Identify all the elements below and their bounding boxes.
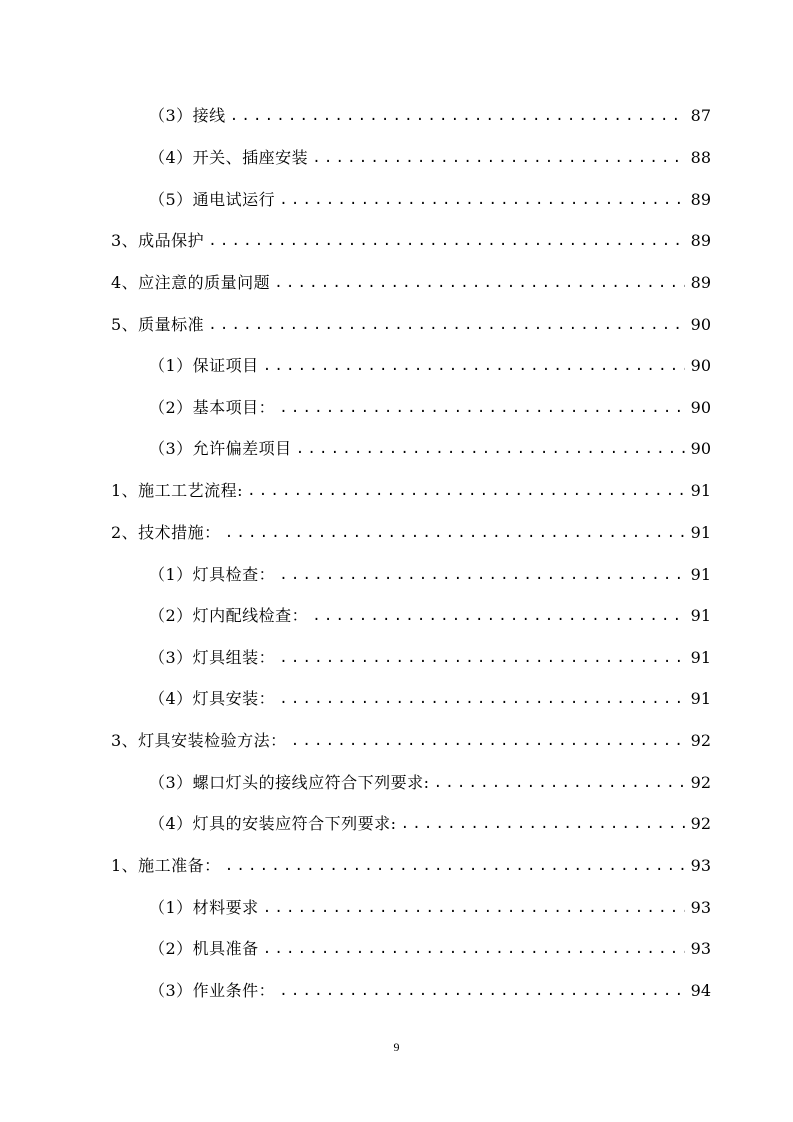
- toc-dot-leader: [263, 937, 685, 961]
- toc-entry[interactable]: [149, 771, 711, 795]
- toc-dot-leader: [208, 229, 684, 253]
- toc-dot-leader: [401, 812, 685, 836]
- toc-entry[interactable]: [111, 729, 711, 753]
- toc-dot-leader: [291, 729, 685, 753]
- toc-dot-leader: [279, 687, 684, 711]
- toc-entry[interactable]: [111, 271, 711, 295]
- toc-entry-title: （3）灯具组装：: [149, 648, 276, 667]
- toc-entry-title: （3）接线: [149, 106, 226, 125]
- toc-entry-title: 1、施工工艺流程:: [111, 481, 244, 500]
- toc-entry[interactable]: [149, 937, 711, 961]
- toc-entry-page: 91: [690, 606, 711, 625]
- toc-entry-page: 91: [690, 689, 711, 708]
- toc-entry[interactable]: [111, 229, 711, 253]
- toc-dot-leader: [312, 604, 684, 628]
- toc-entry-title: （1）灯具检查：: [149, 565, 276, 584]
- toc-dot-leader: [247, 479, 685, 503]
- toc-entry[interactable]: [149, 104, 711, 128]
- toc-entry[interactable]: [111, 479, 711, 503]
- toc-entry-page: 94: [690, 981, 711, 1000]
- toc-entry-title: （3）作业条件：: [149, 981, 276, 1000]
- toc-entry[interactable]: [149, 354, 711, 378]
- toc-entry-title: （4）灯具安装：: [149, 689, 276, 708]
- toc-entry[interactable]: [111, 313, 711, 337]
- toc-entry-page: 91: [690, 481, 711, 500]
- toc-dot-leader: [296, 437, 685, 461]
- toc-entry[interactable]: [111, 521, 711, 545]
- toc-entry-title: （2）灯内配线检查：: [149, 606, 309, 625]
- toc-entry-page: 89: [690, 273, 711, 292]
- toc-entry[interactable]: [149, 646, 711, 670]
- toc-entry-page: 88: [690, 148, 711, 167]
- toc-entry[interactable]: [149, 146, 711, 170]
- toc-entry-page: 93: [690, 856, 711, 875]
- toc-dot-leader: [225, 521, 685, 545]
- toc-entry[interactable]: [149, 604, 711, 628]
- toc-entry-page: 89: [690, 231, 711, 250]
- toc-entry-page: 92: [690, 814, 711, 833]
- toc-entry-title: 1、施工准备：: [111, 856, 221, 875]
- toc-entry-title: （3）允许偏差项目: [149, 439, 292, 458]
- toc-dot-leader: [312, 146, 684, 170]
- toc-entry-title: 4、应注意的质量问题: [111, 273, 271, 292]
- toc-entry-title: （5）通电试运行: [149, 190, 276, 209]
- toc-entry-title: 3、灯具安装检验方法：: [111, 731, 287, 750]
- toc-entry[interactable]: [149, 896, 711, 920]
- toc-dot-leader: [263, 896, 685, 920]
- toc-entry-title: （2）基本项目：: [149, 398, 276, 417]
- toc-entry[interactable]: [149, 396, 711, 420]
- toc-dot-leader: [279, 646, 684, 670]
- toc-entry[interactable]: [111, 854, 711, 878]
- toc-entry-title: （1）材料要求: [149, 898, 259, 917]
- toc-dot-leader: [279, 396, 684, 420]
- toc-entry-page: 89: [690, 190, 711, 209]
- toc-entry[interactable]: [149, 979, 711, 1003]
- toc-dot-leader: [208, 313, 684, 337]
- toc-entry-page: 90: [690, 439, 711, 458]
- toc-entry-title: （2）机具准备: [149, 939, 259, 958]
- toc-entry-title: 3、成品保护: [111, 231, 205, 250]
- toc-entry-page: 90: [690, 356, 711, 375]
- toc-dot-leader: [274, 271, 684, 295]
- toc-entry-title: （4）开关、插座安装: [149, 148, 309, 167]
- toc-entry-page: 91: [690, 565, 711, 584]
- toc-dot-leader: [279, 563, 684, 587]
- toc-entry-page: 91: [690, 648, 711, 667]
- toc-dot-leader: [434, 771, 685, 795]
- toc-entry-title: （1）保证项目: [149, 356, 259, 375]
- toc-dot-leader: [279, 188, 684, 212]
- toc-entry-title: 5、质量标准: [111, 315, 205, 334]
- toc-entry-page: 90: [690, 315, 711, 334]
- toc-dot-leader: [230, 104, 685, 128]
- toc-entry-page: 92: [690, 773, 711, 792]
- toc-entry-title: （3）螺口灯头的接线应符合下列要求:: [149, 773, 430, 792]
- toc-entry-page: 87: [690, 106, 711, 125]
- toc-entry-page: 93: [690, 939, 711, 958]
- toc-entry-page: 92: [690, 731, 711, 750]
- toc-entry-page: 91: [690, 523, 711, 542]
- toc-entry[interactable]: [149, 437, 711, 461]
- toc-entry-title: 2、技术措施：: [111, 523, 221, 542]
- toc-dot-leader: [263, 354, 685, 378]
- toc-dot-leader: [225, 854, 685, 878]
- toc-entry-page: 90: [690, 398, 711, 417]
- toc-entry-title: （4）灯具的安装应符合下列要求:: [149, 814, 397, 833]
- page-number: 9: [393, 1040, 400, 1054]
- toc-entry[interactable]: [149, 812, 711, 836]
- toc-entry[interactable]: [149, 687, 711, 711]
- toc-entry[interactable]: [149, 188, 711, 212]
- toc-entry-page: 93: [690, 898, 711, 917]
- toc-dot-leader: [279, 979, 684, 1003]
- toc-entry[interactable]: [149, 563, 711, 587]
